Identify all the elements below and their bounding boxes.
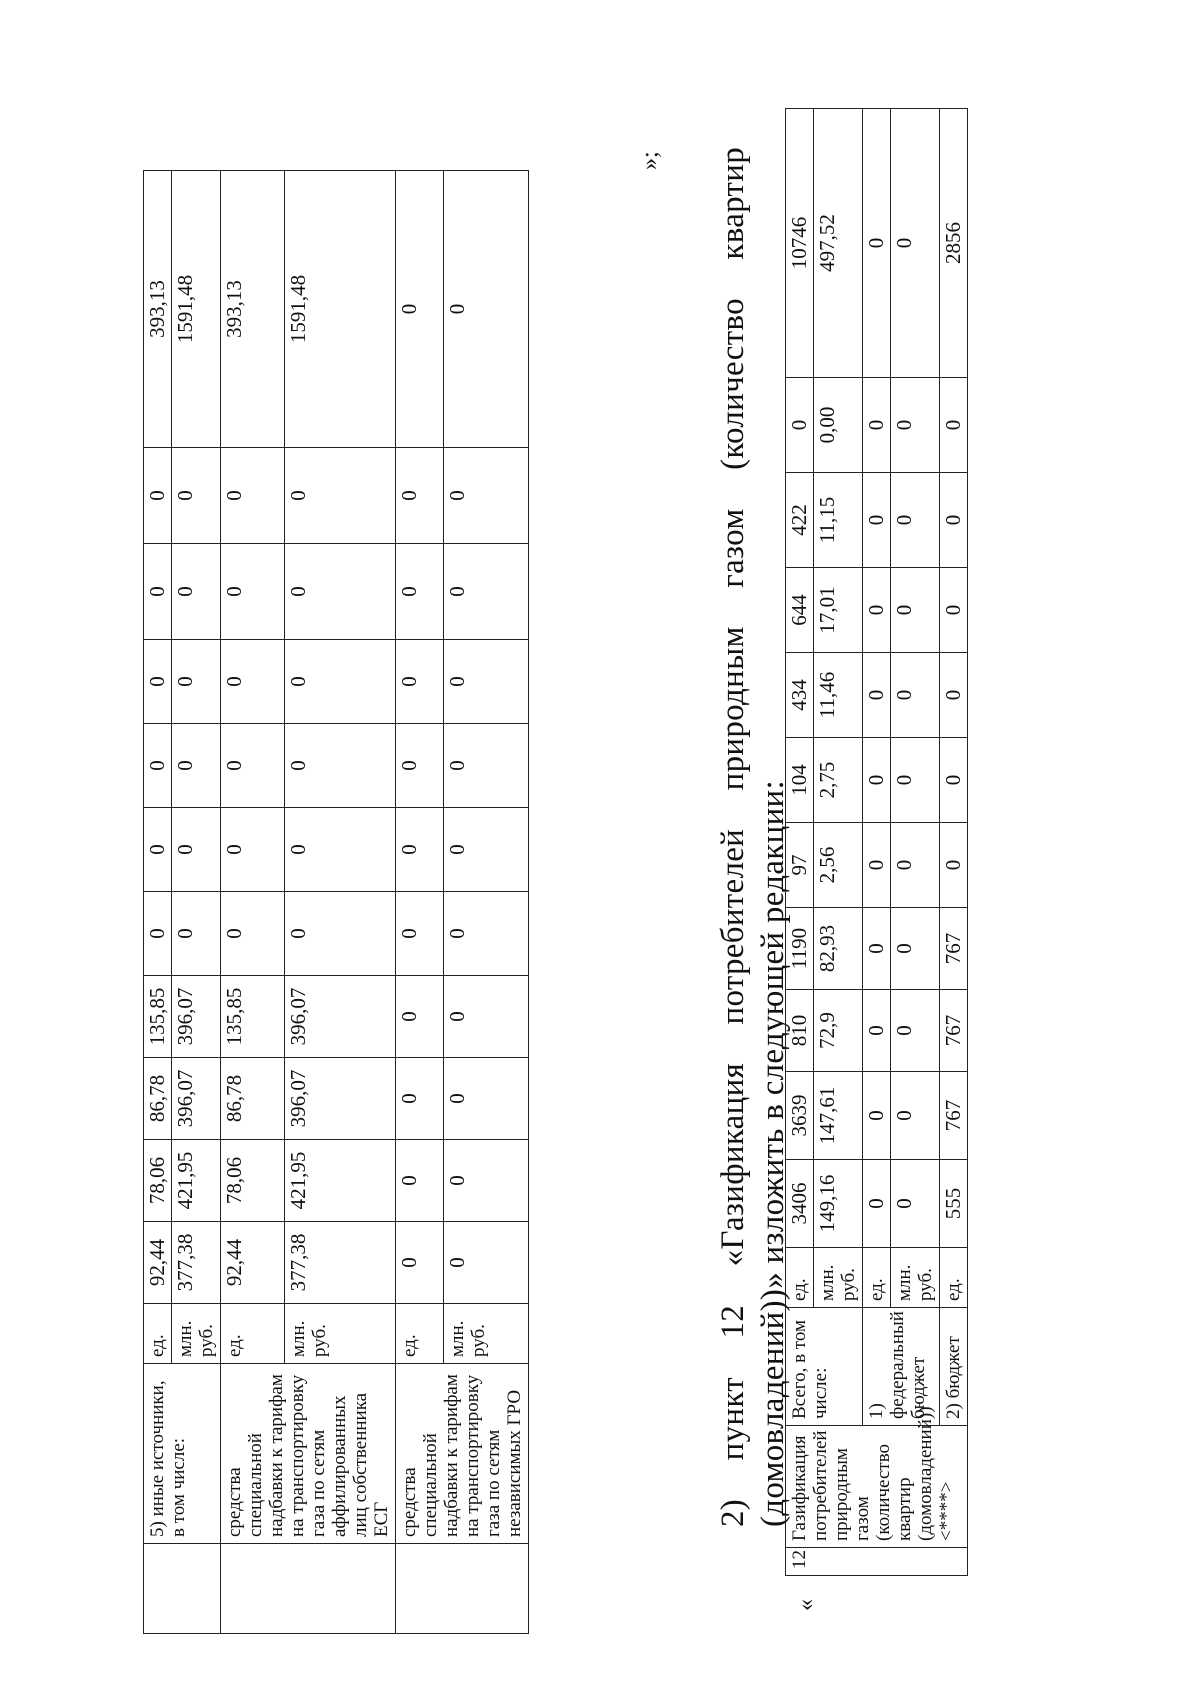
opening-quote: « <box>793 1599 819 1611</box>
value-cell: 0 <box>284 448 395 544</box>
value-cell: 104 <box>786 738 814 823</box>
table-row <box>396 171 444 1634</box>
unit-cell: млн. руб. <box>172 1304 221 1364</box>
value-cell: 10746 <box>786 109 814 378</box>
value-cell: 434 <box>786 653 814 738</box>
value-cell: 396,07 <box>172 1058 221 1140</box>
row-label: 5) иные источники, в том числе: <box>144 1364 221 1544</box>
value-cell: 1591,48 <box>284 171 395 448</box>
value-cell: 0 <box>144 892 172 976</box>
value-cell: 0 <box>284 808 395 892</box>
value-cell: 0 <box>891 653 940 738</box>
value-cell: 0,00 <box>814 378 863 473</box>
value-cell: 149,16 <box>814 1160 863 1248</box>
value-cell: 2856 <box>940 109 968 378</box>
row-label: Всего, в том числе: <box>786 1308 863 1426</box>
unit-cell: млн. руб. <box>284 1304 395 1364</box>
value-cell: 0 <box>940 738 968 823</box>
value-cell: 0 <box>444 171 529 448</box>
value-cell: 497,52 <box>814 109 863 378</box>
row-label: средства специальной надбавки к тарифам на транспортировку газа по сетям независимых ГРО <box>396 1364 529 1544</box>
value-cell: 0 <box>396 640 444 724</box>
funding-table-continued <box>143 170 529 1634</box>
value-cell: 0 <box>396 1140 444 1222</box>
value-cell: 422 <box>786 473 814 568</box>
value-cell: 0 <box>172 724 221 808</box>
value-cell: 0 <box>940 568 968 653</box>
value-cell: 0 <box>863 1160 891 1248</box>
value-cell: 396,07 <box>284 1058 395 1140</box>
row-label: средства специальной надбавки к тарифам на транспортировку газа по сетям аффилированных лиц собственника ЕСГ <box>221 1364 396 1544</box>
value-cell: 0 <box>172 892 221 976</box>
value-cell: 3406 <box>786 1160 814 1248</box>
unit-cell: млн. руб. <box>814 1248 863 1308</box>
amendment-paragraph: 2) пункт 12 «Газификация потребителей природным газом (количество квартир (домовладений))» изложить в следующей редакции: <box>715 147 791 1527</box>
value-cell: 0 <box>172 808 221 892</box>
value-cell: 0 <box>396 544 444 640</box>
value-cell: 11,15 <box>814 473 863 568</box>
value-cell: 0 <box>396 1058 444 1140</box>
value-cell: 0 <box>891 823 940 908</box>
value-cell: 1190 <box>786 908 814 990</box>
value-cell: 0 <box>396 976 444 1058</box>
value-cell: 0 <box>863 908 891 990</box>
value-cell: 0 <box>891 473 940 568</box>
value-cell: 147,61 <box>814 1072 863 1160</box>
value-cell: 0 <box>863 738 891 823</box>
empty-cell <box>144 1544 221 1634</box>
unit-cell: ед. <box>786 1248 814 1308</box>
value-cell: 0 <box>863 1072 891 1160</box>
value-cell: 0 <box>891 109 940 378</box>
unit-cell: млн. руб. <box>444 1304 529 1364</box>
value-cell: 0 <box>444 1140 529 1222</box>
value-cell: 0 <box>444 892 529 976</box>
value-cell: 0 <box>396 171 444 448</box>
value-cell: 0 <box>172 544 221 640</box>
value-cell: 0 <box>396 1222 444 1304</box>
value-cell: 0 <box>863 109 891 378</box>
value-cell: 0 <box>863 473 891 568</box>
value-cell: 0 <box>396 808 444 892</box>
closing-quote: »; <box>637 151 663 170</box>
value-cell: 0 <box>863 378 891 473</box>
unit-cell: ед. <box>940 1248 968 1308</box>
value-cell: 0 <box>940 473 968 568</box>
row-number: 12 <box>786 1548 968 1576</box>
value-cell: 78,06 <box>221 1140 285 1222</box>
value-cell: 86,78 <box>144 1058 172 1140</box>
value-cell: 135,85 <box>144 976 172 1058</box>
value-cell: 377,38 <box>284 1222 395 1304</box>
value-cell: 0 <box>284 544 395 640</box>
value-cell: 0 <box>221 640 285 724</box>
value-cell: 393,13 <box>221 171 285 448</box>
value-cell: 393,13 <box>144 171 172 448</box>
value-cell: 0 <box>396 892 444 976</box>
table-row <box>940 109 968 1576</box>
value-cell: 0 <box>940 823 968 908</box>
value-cell: 0 <box>144 808 172 892</box>
value-cell: 0 <box>786 378 814 473</box>
value-cell: 0 <box>891 738 940 823</box>
value-cell: 0 <box>863 823 891 908</box>
value-cell: 0 <box>221 808 285 892</box>
value-cell: 0 <box>284 640 395 724</box>
row-label: 1) федеральный бюджет <box>863 1308 940 1426</box>
value-cell: 0 <box>891 568 940 653</box>
value-cell: 78,06 <box>144 1140 172 1222</box>
value-cell: 135,85 <box>221 976 285 1058</box>
value-cell: 810 <box>786 990 814 1072</box>
value-cell: 767 <box>940 908 968 990</box>
empty-cell <box>396 1544 529 1634</box>
value-cell: 0 <box>144 448 172 544</box>
value-cell: 0 <box>221 448 285 544</box>
value-cell: 0 <box>444 808 529 892</box>
value-cell: 377,38 <box>172 1222 221 1304</box>
row-title: Газификация потребителей природным газом (количество квартир (домовладений)) <****> <box>786 1426 968 1548</box>
value-cell: 0 <box>144 544 172 640</box>
value-cell: 0 <box>891 378 940 473</box>
unit-cell: ед. <box>396 1304 444 1364</box>
value-cell: 644 <box>786 568 814 653</box>
unit-cell: ед. <box>144 1304 172 1364</box>
value-cell: 0 <box>221 892 285 976</box>
value-cell: 0 <box>172 640 221 724</box>
value-cell: 92,44 <box>221 1222 285 1304</box>
value-cell: 0 <box>444 448 529 544</box>
value-cell: 0 <box>891 908 940 990</box>
value-cell: 97 <box>786 823 814 908</box>
table-row <box>221 171 285 1634</box>
value-cell: 0 <box>221 724 285 808</box>
value-cell: 11,46 <box>814 653 863 738</box>
table-row <box>786 109 814 1576</box>
unit-cell: ед. <box>221 1304 285 1364</box>
value-cell: 0 <box>891 1160 940 1248</box>
unit-cell: ед. <box>863 1248 891 1308</box>
value-cell: 0 <box>940 653 968 738</box>
value-cell: 767 <box>940 1072 968 1160</box>
value-cell: 0 <box>144 724 172 808</box>
empty-cell <box>221 1544 396 1634</box>
value-cell: 2,56 <box>814 823 863 908</box>
value-cell: 0 <box>396 724 444 808</box>
value-cell: 0 <box>444 976 529 1058</box>
value-cell: 0 <box>284 724 395 808</box>
value-cell: 0 <box>284 892 395 976</box>
table-row <box>863 109 891 1576</box>
value-cell: 0 <box>396 448 444 544</box>
value-cell: 86,78 <box>221 1058 285 1140</box>
value-cell: 396,07 <box>284 976 395 1058</box>
value-cell: 82,93 <box>814 908 863 990</box>
value-cell: 0 <box>444 640 529 724</box>
value-cell: 0 <box>891 1072 940 1160</box>
value-cell: 0 <box>221 544 285 640</box>
value-cell: 3639 <box>786 1072 814 1160</box>
unit-cell: млн. руб. <box>891 1248 940 1308</box>
value-cell: 72,9 <box>814 990 863 1072</box>
value-cell: 767 <box>940 990 968 1072</box>
value-cell: 0 <box>863 653 891 738</box>
value-cell: 2,75 <box>814 738 863 823</box>
value-cell: 1591,48 <box>172 171 221 448</box>
value-cell: 0 <box>444 544 529 640</box>
value-cell: 0 <box>144 640 172 724</box>
value-cell: 421,95 <box>284 1140 395 1222</box>
value-cell: 0 <box>444 1222 529 1304</box>
value-cell: 396,07 <box>172 976 221 1058</box>
value-cell: 0 <box>891 990 940 1072</box>
value-cell: 0 <box>940 378 968 473</box>
row-label: 2) бюджет <box>940 1308 968 1426</box>
value-cell: 421,95 <box>172 1140 221 1222</box>
value-cell: 0 <box>444 724 529 808</box>
table-row <box>144 171 172 1634</box>
value-cell: 555 <box>940 1160 968 1248</box>
value-cell: 0 <box>444 1058 529 1140</box>
value-cell: 0 <box>863 568 891 653</box>
gasification-table <box>785 108 968 1576</box>
value-cell: 0 <box>863 990 891 1072</box>
value-cell: 0 <box>172 448 221 544</box>
value-cell: 92,44 <box>144 1222 172 1304</box>
value-cell: 17,01 <box>814 568 863 653</box>
